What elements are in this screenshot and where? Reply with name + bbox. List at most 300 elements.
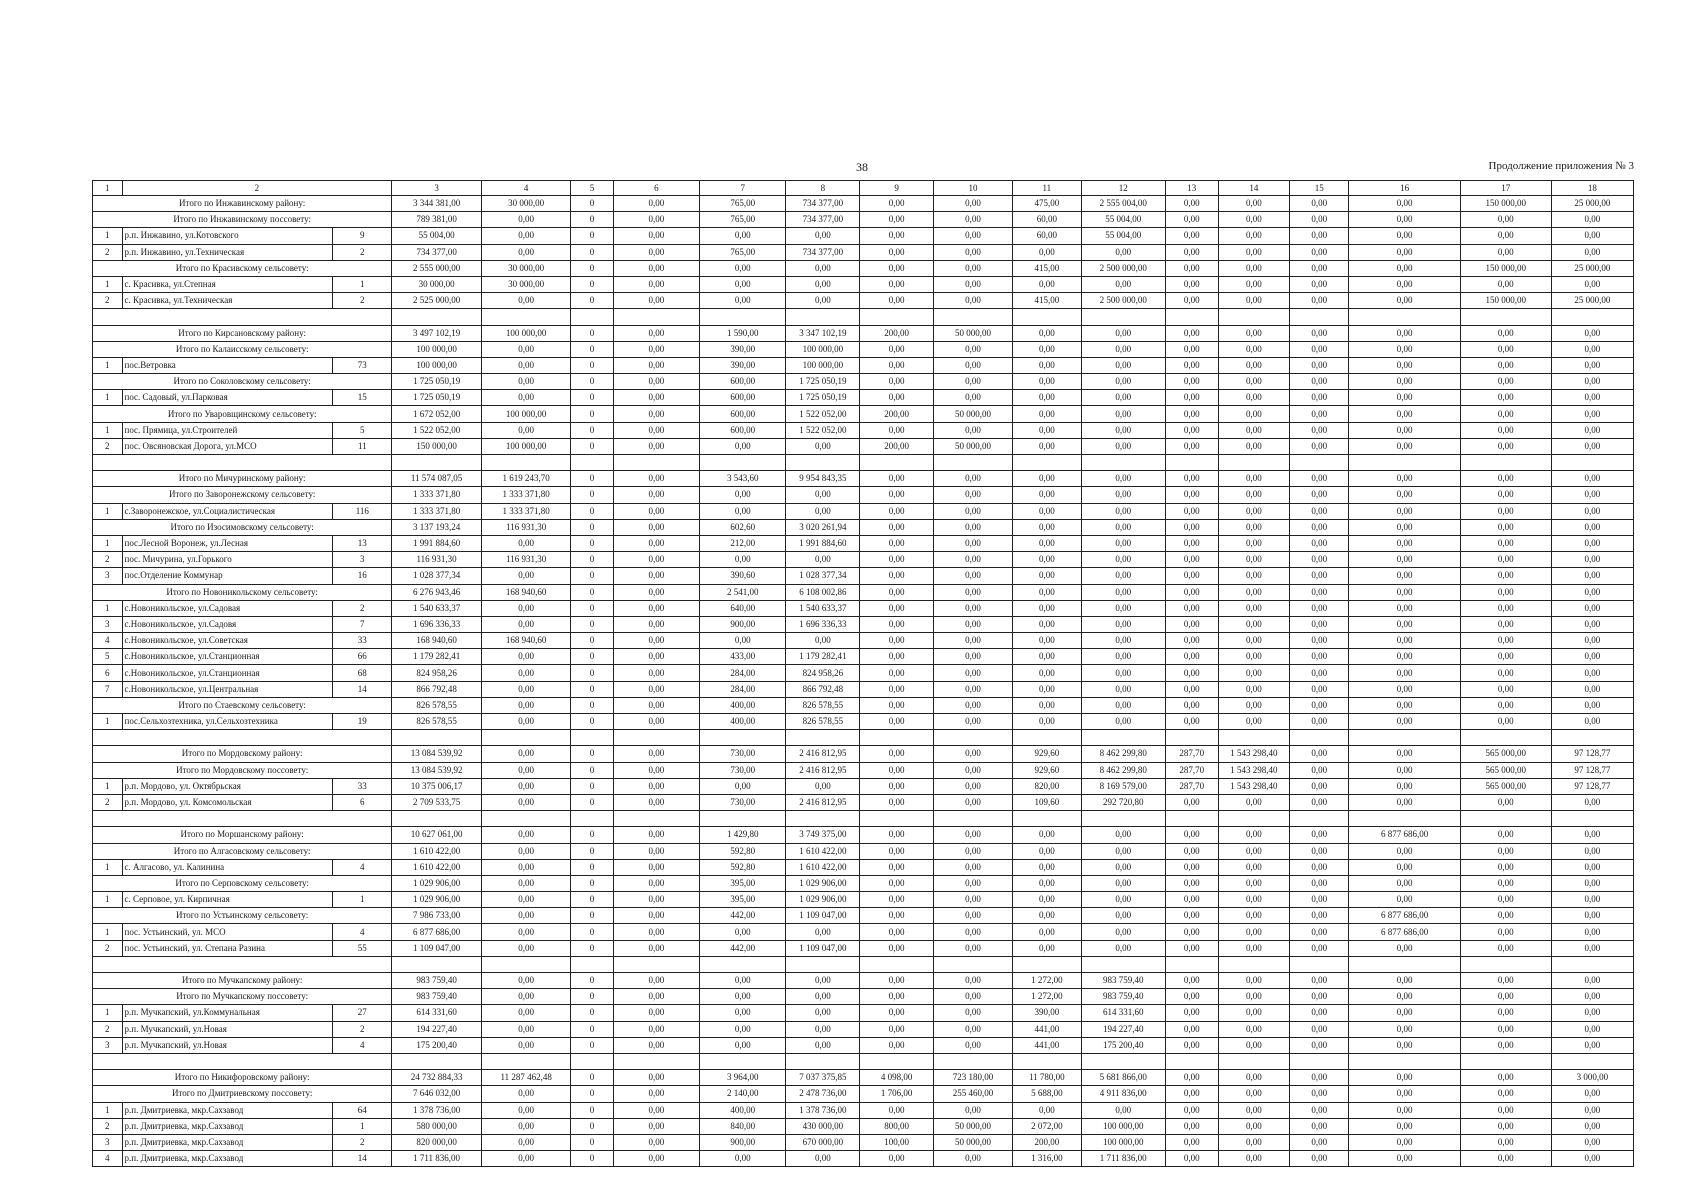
value-cell: 0,00 bbox=[1349, 584, 1461, 600]
empty-cell bbox=[392, 455, 482, 471]
value-cell: 0,00 bbox=[934, 827, 1013, 843]
value-cell: 0,00 bbox=[1013, 276, 1082, 292]
empty-cell bbox=[392, 730, 482, 746]
value-cell: 0,00 bbox=[1349, 325, 1461, 341]
subtotal-label: Итого по Мучкапскому поссовету: bbox=[93, 989, 392, 1005]
header-cell: 14 bbox=[1218, 181, 1290, 196]
value-cell: 0 bbox=[571, 762, 613, 778]
value-cell: 0,00 bbox=[1218, 568, 1290, 584]
item-row bbox=[93, 778, 1634, 794]
value-cell: 0,00 bbox=[613, 908, 699, 924]
value-cell: 0,00 bbox=[700, 973, 786, 989]
value-cell: 0,00 bbox=[1081, 535, 1165, 551]
value-cell: 670 000,00 bbox=[786, 1134, 860, 1150]
value-cell: 0,00 bbox=[613, 616, 699, 632]
value-cell: 0,00 bbox=[1081, 908, 1165, 924]
value-cell: 0,00 bbox=[1460, 924, 1551, 940]
value-cell: 0,00 bbox=[934, 973, 1013, 989]
subtotal-row bbox=[93, 989, 1634, 1005]
value-cell: 0,00 bbox=[1290, 892, 1349, 908]
value-cell: 0,00 bbox=[1290, 244, 1349, 260]
value-cell: 866 792,48 bbox=[786, 681, 860, 697]
value-cell: 0,00 bbox=[1551, 649, 1633, 665]
value-cell: 0,00 bbox=[1165, 1070, 1218, 1086]
value-cell: 0,00 bbox=[700, 1037, 786, 1053]
value-cell: 0,00 bbox=[1218, 260, 1290, 276]
value-cell: 0,00 bbox=[1290, 1070, 1349, 1086]
value-cell: 734 377,00 bbox=[786, 212, 860, 228]
value-cell: 0,00 bbox=[934, 568, 1013, 584]
value-cell: 0,00 bbox=[934, 212, 1013, 228]
value-cell: 0 bbox=[571, 357, 613, 373]
value-cell: 0,00 bbox=[1165, 600, 1218, 616]
value-cell: 929,60 bbox=[1013, 746, 1082, 762]
value-cell: 0,00 bbox=[613, 341, 699, 357]
value-cell: 0,00 bbox=[1013, 843, 1082, 859]
value-cell: 0,00 bbox=[1349, 422, 1461, 438]
value-cell: 0,00 bbox=[1013, 390, 1082, 406]
value-cell: 400,00 bbox=[700, 1102, 786, 1118]
value-cell: 1 540 633,37 bbox=[392, 600, 482, 616]
value-cell: 0,00 bbox=[613, 1086, 699, 1102]
value-cell: 0,00 bbox=[1460, 212, 1551, 228]
empty-cell bbox=[1081, 455, 1165, 471]
value-cell: 0,00 bbox=[1218, 196, 1290, 212]
empty-cell bbox=[934, 956, 1013, 972]
value-cell: 0,00 bbox=[934, 293, 1013, 309]
address-cell: пос.Сельхозтехника, ул.Сельхозтехника bbox=[122, 714, 333, 730]
value-cell: 3 497 102,19 bbox=[392, 325, 482, 341]
value-cell: 0,00 bbox=[1551, 341, 1633, 357]
value-cell: 175 200,40 bbox=[392, 1037, 482, 1053]
value-cell: 0,00 bbox=[1349, 487, 1461, 503]
address-cell: р.п. Мордово, ул. Комсомольская bbox=[122, 794, 333, 810]
value-cell: 0,00 bbox=[860, 827, 934, 843]
value-cell: 0 bbox=[571, 1134, 613, 1150]
value-cell: 0,00 bbox=[1081, 390, 1165, 406]
value-cell: 0,00 bbox=[613, 697, 699, 713]
value-cell: 0,00 bbox=[1165, 325, 1218, 341]
value-cell: 0,00 bbox=[1349, 665, 1461, 681]
value-cell: 0,00 bbox=[1551, 535, 1633, 551]
address-cell: р.п. Мордово, ул. Октябрьская bbox=[122, 778, 333, 794]
value-cell: 0,00 bbox=[481, 228, 571, 244]
value-cell: 0,00 bbox=[1081, 584, 1165, 600]
value-cell: 840,00 bbox=[700, 1118, 786, 1134]
value-cell: 1 522 052,00 bbox=[392, 422, 482, 438]
value-cell: 0,00 bbox=[481, 1005, 571, 1021]
value-cell: 0,00 bbox=[934, 584, 1013, 600]
value-cell: 0,00 bbox=[1349, 374, 1461, 390]
header-cell: 5 bbox=[571, 181, 613, 196]
value-cell: 0,00 bbox=[1349, 633, 1461, 649]
value-cell: 0,00 bbox=[1349, 1021, 1461, 1037]
value-cell: 0,00 bbox=[860, 568, 934, 584]
value-cell: 0,00 bbox=[1349, 762, 1461, 778]
value-cell: 0,00 bbox=[1349, 746, 1461, 762]
value-cell: 0,00 bbox=[1290, 989, 1349, 1005]
value-cell: 0 bbox=[571, 989, 613, 1005]
value-cell: 6 108 002,86 bbox=[786, 584, 860, 600]
house-number: 7 bbox=[333, 616, 392, 632]
value-cell: 1 272,00 bbox=[1013, 973, 1082, 989]
value-cell: 200,00 bbox=[860, 438, 934, 454]
value-cell: 0,00 bbox=[1165, 212, 1218, 228]
value-cell: 0,00 bbox=[613, 1037, 699, 1053]
value-cell: 1 590,00 bbox=[700, 325, 786, 341]
address-cell: р.п. Дмитриевка, мкр.Сахзавод bbox=[122, 1134, 333, 1150]
house-number: 2 bbox=[333, 1134, 392, 1150]
value-cell: 0,00 bbox=[786, 1005, 860, 1021]
value-cell: 150 000,00 bbox=[392, 438, 482, 454]
value-cell: 3 964,00 bbox=[700, 1070, 786, 1086]
row-number: 4 bbox=[93, 1151, 123, 1167]
value-cell: 284,00 bbox=[700, 665, 786, 681]
value-cell: 0,00 bbox=[1290, 633, 1349, 649]
value-cell: 826 578,55 bbox=[786, 714, 860, 730]
house-number: 19 bbox=[333, 714, 392, 730]
value-cell: 0,00 bbox=[1165, 341, 1218, 357]
value-cell: 0,00 bbox=[613, 1021, 699, 1037]
value-cell: 6 877 686,00 bbox=[1349, 827, 1461, 843]
value-cell: 0 bbox=[571, 794, 613, 810]
empty-cell bbox=[786, 455, 860, 471]
empty-cell bbox=[1013, 1053, 1082, 1069]
value-cell: 0,00 bbox=[1218, 697, 1290, 713]
value-cell: 0,00 bbox=[934, 471, 1013, 487]
value-cell: 0,00 bbox=[1290, 697, 1349, 713]
value-cell: 0,00 bbox=[481, 665, 571, 681]
value-cell: 0,00 bbox=[1460, 908, 1551, 924]
address-cell: пос.Ветровка bbox=[122, 357, 333, 373]
value-cell: 0,00 bbox=[1290, 438, 1349, 454]
value-cell: 0,00 bbox=[786, 552, 860, 568]
value-cell: 0,00 bbox=[1290, 843, 1349, 859]
value-cell: 0 bbox=[571, 633, 613, 649]
value-cell: 0,00 bbox=[481, 1102, 571, 1118]
address-cell: р.п. Мучкапский, ул.Коммунальная bbox=[122, 1005, 333, 1021]
value-cell: 0,00 bbox=[613, 487, 699, 503]
value-cell: 1 696 336,33 bbox=[392, 616, 482, 632]
item-row bbox=[93, 1037, 1634, 1053]
subtotal-row bbox=[93, 374, 1634, 390]
value-cell: 0,00 bbox=[613, 406, 699, 422]
value-cell: 55 004,00 bbox=[1081, 212, 1165, 228]
value-cell: 0,00 bbox=[1290, 940, 1349, 956]
empty-cell bbox=[1349, 811, 1461, 827]
value-cell: 0,00 bbox=[700, 228, 786, 244]
item-row bbox=[93, 714, 1634, 730]
value-cell: 0,00 bbox=[934, 746, 1013, 762]
value-cell: 0,00 bbox=[1551, 406, 1633, 422]
value-cell: 0,00 bbox=[1290, 374, 1349, 390]
value-cell: 0,00 bbox=[613, 714, 699, 730]
value-cell: 0,00 bbox=[1290, 341, 1349, 357]
value-cell: 0,00 bbox=[1081, 341, 1165, 357]
value-cell: 0,00 bbox=[1551, 568, 1633, 584]
value-cell: 1 333 371,80 bbox=[392, 487, 482, 503]
value-cell: 0 bbox=[571, 406, 613, 422]
value-cell: 442,00 bbox=[700, 908, 786, 924]
spacer-row bbox=[93, 730, 1634, 746]
value-cell: 0,00 bbox=[1290, 616, 1349, 632]
value-cell: 0,00 bbox=[1165, 503, 1218, 519]
value-cell: 0,00 bbox=[1081, 503, 1165, 519]
subtotal-label: Итого по Дмитриевскому поссовету: bbox=[93, 1086, 392, 1102]
value-cell: 0,00 bbox=[1290, 859, 1349, 875]
value-cell: 0,00 bbox=[860, 762, 934, 778]
value-cell: 0,00 bbox=[1349, 1151, 1461, 1167]
value-cell: 1 333 371,80 bbox=[392, 503, 482, 519]
value-cell: 0,00 bbox=[1013, 649, 1082, 665]
value-cell: 0 bbox=[571, 260, 613, 276]
value-cell: 0,00 bbox=[613, 568, 699, 584]
address-cell: пос.Отделение Коммунар bbox=[122, 568, 333, 584]
empty-cell bbox=[1218, 956, 1290, 972]
value-cell: 0,00 bbox=[1081, 843, 1165, 859]
value-cell: 0,00 bbox=[1290, 600, 1349, 616]
value-cell: 0,00 bbox=[1218, 519, 1290, 535]
value-cell: 0,00 bbox=[1290, 1037, 1349, 1053]
value-cell: 0,00 bbox=[1165, 1134, 1218, 1150]
value-cell: 1 429,80 bbox=[700, 827, 786, 843]
value-cell: 0,00 bbox=[1460, 1021, 1551, 1037]
value-cell: 0,00 bbox=[1081, 568, 1165, 584]
value-cell: 0,00 bbox=[1165, 875, 1218, 891]
value-cell: 0,00 bbox=[700, 260, 786, 276]
value-cell: 0,00 bbox=[786, 438, 860, 454]
value-cell: 0,00 bbox=[481, 341, 571, 357]
value-cell: 0 bbox=[571, 196, 613, 212]
value-cell: 200,00 bbox=[860, 406, 934, 422]
value-cell: 25 000,00 bbox=[1551, 196, 1633, 212]
value-cell: 1 109 047,00 bbox=[786, 940, 860, 956]
value-cell: 0,00 bbox=[860, 714, 934, 730]
subtotal-row bbox=[93, 519, 1634, 535]
value-cell: 284,00 bbox=[700, 681, 786, 697]
subtotal-row bbox=[93, 1086, 1634, 1102]
value-cell: 723 180,00 bbox=[934, 1070, 1013, 1086]
value-cell: 3 137 193,24 bbox=[392, 519, 482, 535]
item-row bbox=[93, 228, 1634, 244]
value-cell: 0,00 bbox=[1290, 1086, 1349, 1102]
empty-cell bbox=[786, 1053, 860, 1069]
value-cell: 0,00 bbox=[481, 697, 571, 713]
value-cell: 0,00 bbox=[860, 665, 934, 681]
empty-cell bbox=[1081, 811, 1165, 827]
value-cell: 0,00 bbox=[1013, 714, 1082, 730]
value-cell: 6 276 943,46 bbox=[392, 584, 482, 600]
value-cell: 0,00 bbox=[1460, 584, 1551, 600]
value-cell: 0,00 bbox=[1218, 794, 1290, 810]
empty-cell bbox=[700, 1053, 786, 1069]
value-cell: 789 381,00 bbox=[392, 212, 482, 228]
value-cell: 0,00 bbox=[934, 859, 1013, 875]
value-cell: 0,00 bbox=[1349, 1005, 1461, 1021]
value-cell: 0,00 bbox=[1013, 471, 1082, 487]
value-cell: 0,00 bbox=[1551, 1021, 1633, 1037]
value-cell: 0,00 bbox=[786, 487, 860, 503]
house-number: 6 bbox=[333, 794, 392, 810]
value-cell: 0,00 bbox=[1165, 244, 1218, 260]
value-cell: 0,00 bbox=[1551, 697, 1633, 713]
value-cell: 3 347 102,19 bbox=[786, 325, 860, 341]
value-cell: 390,00 bbox=[700, 341, 786, 357]
value-cell: 0,00 bbox=[1165, 827, 1218, 843]
empty-cell bbox=[1551, 956, 1633, 972]
value-cell: 2 500 000,00 bbox=[1081, 260, 1165, 276]
empty-cell bbox=[1290, 1053, 1349, 1069]
header-row bbox=[93, 181, 1634, 196]
value-cell: 0,00 bbox=[1460, 1037, 1551, 1053]
empty-cell bbox=[786, 956, 860, 972]
value-cell: 0,00 bbox=[700, 1005, 786, 1021]
house-number: 33 bbox=[333, 778, 392, 794]
subtotal-row bbox=[93, 341, 1634, 357]
value-cell: 929,60 bbox=[1013, 762, 1082, 778]
value-cell: 0,00 bbox=[1081, 552, 1165, 568]
value-cell: 0,00 bbox=[934, 924, 1013, 940]
empty-cell bbox=[1290, 730, 1349, 746]
value-cell: 0,00 bbox=[860, 584, 934, 600]
value-cell: 0 bbox=[571, 244, 613, 260]
value-cell: 0,00 bbox=[613, 1070, 699, 1086]
header-cell: 9 bbox=[860, 181, 934, 196]
value-cell: 0,00 bbox=[1218, 1102, 1290, 1118]
value-cell: 0 bbox=[571, 1005, 613, 1021]
house-number: 73 bbox=[333, 357, 392, 373]
value-cell: 0,00 bbox=[613, 924, 699, 940]
header-cell: 17 bbox=[1460, 181, 1551, 196]
value-cell: 824 958,26 bbox=[392, 665, 482, 681]
value-cell: 0,00 bbox=[786, 1037, 860, 1053]
value-cell: 0,00 bbox=[1218, 600, 1290, 616]
value-cell: 0,00 bbox=[481, 875, 571, 891]
value-cell: 0,00 bbox=[1290, 746, 1349, 762]
value-cell: 0,00 bbox=[1013, 827, 1082, 843]
value-cell: 10 627 061,00 bbox=[392, 827, 482, 843]
address-cell: с. Красивка, ул.Степная bbox=[122, 276, 333, 292]
value-cell: 0,00 bbox=[934, 1102, 1013, 1118]
value-cell: 0 bbox=[571, 228, 613, 244]
value-cell: 0 bbox=[571, 422, 613, 438]
house-number: 1 bbox=[333, 1118, 392, 1134]
address-cell: с.Новоникольское, ул.Советская bbox=[122, 633, 333, 649]
house-number: 2 bbox=[333, 293, 392, 309]
value-cell: 0,00 bbox=[1165, 374, 1218, 390]
value-cell: 9 954 843,35 bbox=[786, 471, 860, 487]
empty-cell bbox=[1013, 730, 1082, 746]
value-cell: 0,00 bbox=[934, 794, 1013, 810]
value-cell: 0,00 bbox=[1165, 196, 1218, 212]
value-cell: 2 416 812,95 bbox=[786, 746, 860, 762]
value-cell: 1 029 906,00 bbox=[392, 892, 482, 908]
header-cell: 6 bbox=[613, 181, 699, 196]
value-cell: 1 540 633,37 bbox=[786, 600, 860, 616]
value-cell: 0,00 bbox=[481, 827, 571, 843]
value-cell: 0,00 bbox=[481, 892, 571, 908]
value-cell: 0 bbox=[571, 665, 613, 681]
value-cell: 11 287 462,48 bbox=[481, 1070, 571, 1086]
spacer-row bbox=[93, 455, 1634, 471]
value-cell: 0,00 bbox=[613, 390, 699, 406]
value-cell: 1 029 906,00 bbox=[392, 875, 482, 891]
value-cell: 3 020 261,94 bbox=[786, 519, 860, 535]
value-cell: 602,60 bbox=[700, 519, 786, 535]
header-cell: 10 bbox=[934, 181, 1013, 196]
value-cell: 0,00 bbox=[1165, 633, 1218, 649]
value-cell: 0,00 bbox=[1349, 940, 1461, 956]
value-cell: 0,00 bbox=[1551, 924, 1633, 940]
subtotal-label: Итого по Мордовскому поссовету: bbox=[93, 762, 392, 778]
value-cell: 0,00 bbox=[1218, 1134, 1290, 1150]
house-number: 33 bbox=[333, 633, 392, 649]
value-cell: 0,00 bbox=[1165, 1102, 1218, 1118]
value-cell: 0,00 bbox=[1460, 665, 1551, 681]
subtotal-label: Итого по Калаисскому сельсовету: bbox=[93, 341, 392, 357]
value-cell: 0,00 bbox=[860, 196, 934, 212]
value-cell: 0,00 bbox=[1349, 228, 1461, 244]
empty-cell bbox=[700, 730, 786, 746]
value-cell: 287,70 bbox=[1165, 778, 1218, 794]
value-cell: 0,00 bbox=[481, 794, 571, 810]
value-cell: 580 000,00 bbox=[392, 1118, 482, 1134]
empty-cell bbox=[1165, 455, 1218, 471]
value-cell: 0,00 bbox=[1460, 1118, 1551, 1134]
empty-cell bbox=[392, 811, 482, 827]
value-cell: 0,00 bbox=[1551, 600, 1633, 616]
value-cell: 0,00 bbox=[1081, 276, 1165, 292]
value-cell: 0,00 bbox=[1165, 940, 1218, 956]
value-cell: 0,00 bbox=[860, 503, 934, 519]
value-cell: 0,00 bbox=[700, 778, 786, 794]
value-cell: 30 000,00 bbox=[392, 276, 482, 292]
value-cell: 1 610 422,00 bbox=[786, 859, 860, 875]
value-cell: 730,00 bbox=[700, 746, 786, 762]
value-cell: 2 500 000,00 bbox=[1081, 293, 1165, 309]
house-number: 14 bbox=[333, 1151, 392, 1167]
value-cell: 0,00 bbox=[1165, 487, 1218, 503]
empty-cell bbox=[1460, 811, 1551, 827]
row-number: 1 bbox=[93, 778, 123, 794]
value-cell: 0,00 bbox=[1165, 924, 1218, 940]
value-cell: 983 759,40 bbox=[1081, 989, 1165, 1005]
value-cell: 0,00 bbox=[1013, 244, 1082, 260]
value-cell: 0,00 bbox=[1218, 1037, 1290, 1053]
value-cell: 1 543 298,40 bbox=[1218, 746, 1290, 762]
value-cell: 0,00 bbox=[786, 633, 860, 649]
value-cell: 0,00 bbox=[1460, 875, 1551, 891]
value-cell: 1 378 736,00 bbox=[786, 1102, 860, 1118]
value-cell: 0,00 bbox=[1290, 1118, 1349, 1134]
empty-cell bbox=[1290, 309, 1349, 325]
value-cell: 0,00 bbox=[934, 616, 1013, 632]
house-number: 66 bbox=[333, 649, 392, 665]
value-cell: 0 bbox=[571, 1151, 613, 1167]
value-cell: 0 bbox=[571, 503, 613, 519]
value-cell: 0,00 bbox=[1218, 1021, 1290, 1037]
value-cell: 0,00 bbox=[1013, 665, 1082, 681]
value-cell: 0,00 bbox=[860, 649, 934, 665]
house-number: 9 bbox=[333, 228, 392, 244]
value-cell: 55 004,00 bbox=[1081, 228, 1165, 244]
item-row bbox=[93, 422, 1634, 438]
address-cell: р.п. Дмитриевка, мкр.Сахзавод bbox=[122, 1102, 333, 1118]
value-cell: 0,00 bbox=[934, 390, 1013, 406]
value-cell: 0,00 bbox=[1081, 827, 1165, 843]
value-cell: 50 000,00 bbox=[934, 1134, 1013, 1150]
value-cell: 0,00 bbox=[1081, 422, 1165, 438]
